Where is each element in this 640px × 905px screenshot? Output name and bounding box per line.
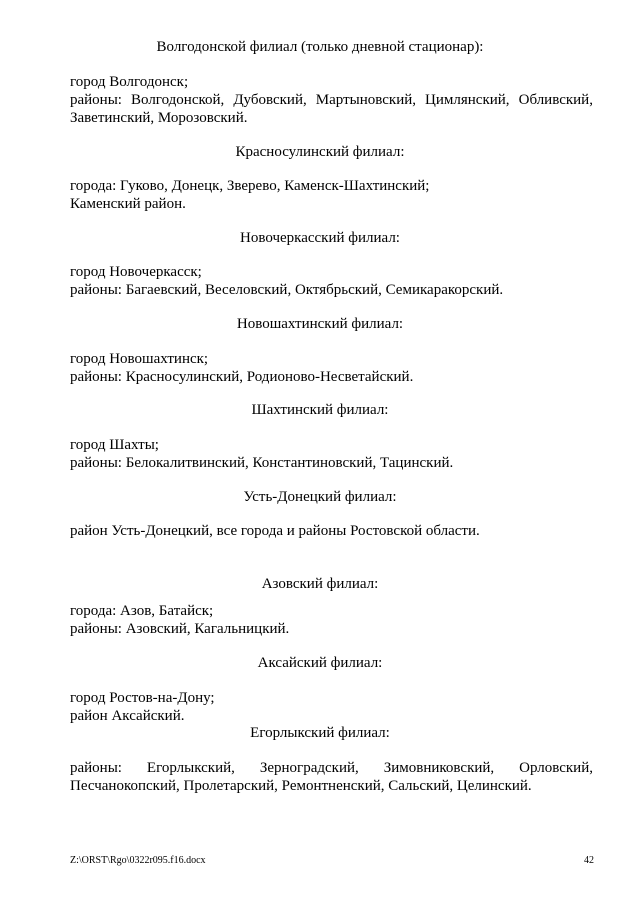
section-heading-shakhty: Шахтинский филиал: (251, 402, 389, 418)
word: районы: (70, 92, 122, 108)
section-text-volgodonsk-districts-cont: Заветинский, Морозовский. (70, 110, 248, 126)
word: районы: (70, 760, 122, 776)
footer-file-path: Z:\ORST\Rgo\0322r095.f16.docx (70, 855, 206, 866)
section-text-volgodonsk-districts (70, 91, 593, 109)
section-text-egorlyk-districts-cont: Песчанокопский, Пролетарский, Ремонтненский, Сальский, Целинский. (70, 778, 532, 794)
section-heading-novocherkassk: Новочеркасский филиал: (240, 230, 400, 246)
word: Орловский, (519, 760, 593, 776)
section-text-novocherkassk-districts: районы: Багаевский, Веселовский, Октябрьский, Семикаракорский. (70, 282, 504, 298)
section-heading-volgodonsk: Волгодонской филиал (только дневной стационар): (156, 39, 484, 55)
section-text-krasnosulinsk-cities: города: Гуково, Донецк, Зверево, Каменск-Шахтинский; (70, 178, 430, 194)
section-heading-aksay: Аксайский филиал: (257, 655, 383, 671)
word: Обливский, (518, 92, 593, 108)
section-text-aksay-city: город Ростов-на-Дону; (70, 690, 215, 706)
section-text-azov-districts: районы: Азовский, Кагальницкий. (70, 621, 290, 637)
section-heading-krasnosulinsk: Красносулинский филиал: (235, 144, 405, 160)
section-text-volgodonsk-city: город Волгодонск; (70, 74, 189, 90)
section-text-novoshakhtinsk-city: город Новошахтинск; (70, 351, 209, 367)
word: Егорлыкский, (146, 760, 235, 776)
section-text-shakhty-city: город Шахты; (70, 437, 159, 453)
section-text-azov-cities: города: Азов, Батайск; (70, 603, 214, 619)
word: Цимлянский, (425, 92, 510, 108)
section-text-ust-donetsk-district: район Усть-Донецкий, все города и районы Ростовской области. (70, 523, 480, 539)
section-heading-azov: Азовский филиал: (261, 576, 379, 592)
section-heading-ust-donetsk: Усть-Донецкий филиал: (243, 489, 397, 505)
section-heading-novoshakhtinsk: Новошахтинский филиал: (236, 316, 404, 332)
section-text-aksay-district: район Аксайский. (70, 708, 185, 724)
section-text-novocherkassk-city: город Новочеркасск; (70, 264, 202, 280)
section-heading-egorlyk: Егорлыкский филиал: (250, 725, 390, 741)
section-text-krasnosulinsk-district: Каменский район. (70, 196, 186, 212)
word: Зимовниковский, (383, 760, 495, 776)
word: Волгодонской, (131, 92, 225, 108)
word: Мартыновский, (315, 92, 416, 108)
word: Зерноградский, (259, 760, 359, 776)
section-text-shakhty-districts: районы: Белокалитвинский, Константиновский, Тацинский. (70, 455, 454, 471)
section-text-egorlyk-districts (70, 759, 593, 777)
word: Дубовский, (233, 92, 307, 108)
footer-page-number: 42 (584, 855, 594, 866)
section-text-novoshakhtinsk-districts: районы: Красносулинский, Родионово-Несветайский. (70, 369, 414, 385)
